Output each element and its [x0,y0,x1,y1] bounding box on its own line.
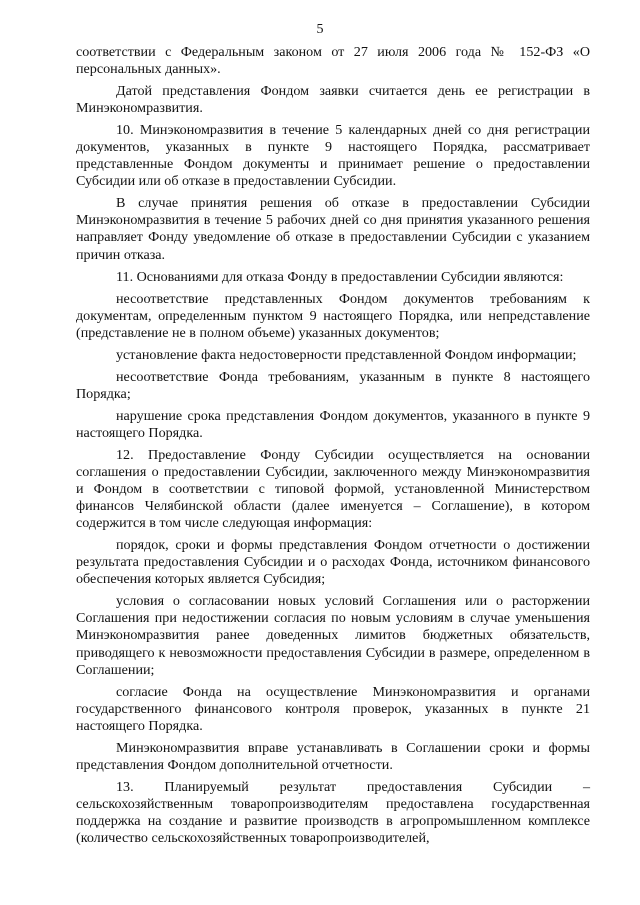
paragraph-12: 12. Предоставление Фонду Субсидии осуществляется на основании соглашения о предоставлении Субсидии, заключенного между Минэкономразвития и Фондом в соответствии с типовой формой, установленной Министерством финансов Челябинской области (далее именуется – Соглашение), в котором содержится в том числе следующая информация: [76,446,590,532]
list-item-reporting: порядок, сроки и формы представления Фондом отчетности о достижении результата предоставления Субсидии и о расходах Фонда, источником финансового обеспечения которых является Субсидия; [76,537,590,588]
list-item-deadline-violation: нарушение срока представления Фондом документов, указанного в пункте 9 настоящего Порядка. [76,407,590,441]
list-item-unreliable-info: установление факта недостоверности представленной Фондом информации; [116,346,577,363]
paragraph-additional-reporting: Минэкономразвития вправе устанавливать в Соглашении сроки и формы представления Фондом дополнительной отчетности. [76,739,590,773]
list-item-documents-mismatch: несоответствие представленных Фондом документов требованиям к документам, определенным пунктом 9 настоящего Порядка, или непредставление (представление не в полном объеме) указанных документов; [76,290,590,341]
paragraph-13: 13. Планируемый результат предоставления Субсидии – сельскохозяйственным товаропроизводителям предоставлена государственная поддержка на создание и развитие производств в агропромышленном комплексе (количество сельскохозяйственных товаропроизводителей, [76,778,590,846]
page-number: 5 [316,22,324,37]
list-item-fund-mismatch: несоответствие Фонда требованиям, указанным в пункте 8 настоящего Порядка; [76,368,590,402]
paragraph-refusal-notice: В случае принятия решения об отказе в предоставлении Субсидии Минэкономразвития в течение 5 рабочих дней со дня принятия указанного решения направляет Фонду уведомление об отказе в предоставлении Субсидии с указанием причин отказа. [76,195,590,263]
list-item-consent-inspections: согласие Фонда на осуществление Минэкономразвития и органами государственного финансового контроля проверок, указанных в пункте 21 настоящего Порядка. [76,683,590,734]
paragraph-10: 10. Минэкономразвития в течение 5 календарных дней со дня регистрации документов, указанных в пункте 9 настоящего Порядка, рассматривает представленные Фондом документы и принимает решение о предоставлении Субсидии или об отказе в предоставлении Субсидии. [76,122,590,190]
paragraph-date-of-submission: Датой представления Фондом заявки считается день ее регистрации в Минэкономразвития. [76,83,590,117]
document-body [76,44,590,847]
paragraph-11: 11. Основаниями для отказа Фонду в предоставлении Субсидии являются: [116,268,564,285]
list-item-agreement-terms: условия о согласовании новых условий Соглашения или о расторжении Соглашения при недостижении согласия по новым условиям в случае уменьшения Минэкономразвития ранее доведенных лимитов бюджетных обязательств, приводящего к невозможности предоставления Субсидии в размере, определенном в Соглашении; [76,593,590,678]
paragraph-continuation: соответствии с Федеральным законом от 27 июля 2006 года № 152-ФЗ «О персональных данных». [76,44,590,78]
